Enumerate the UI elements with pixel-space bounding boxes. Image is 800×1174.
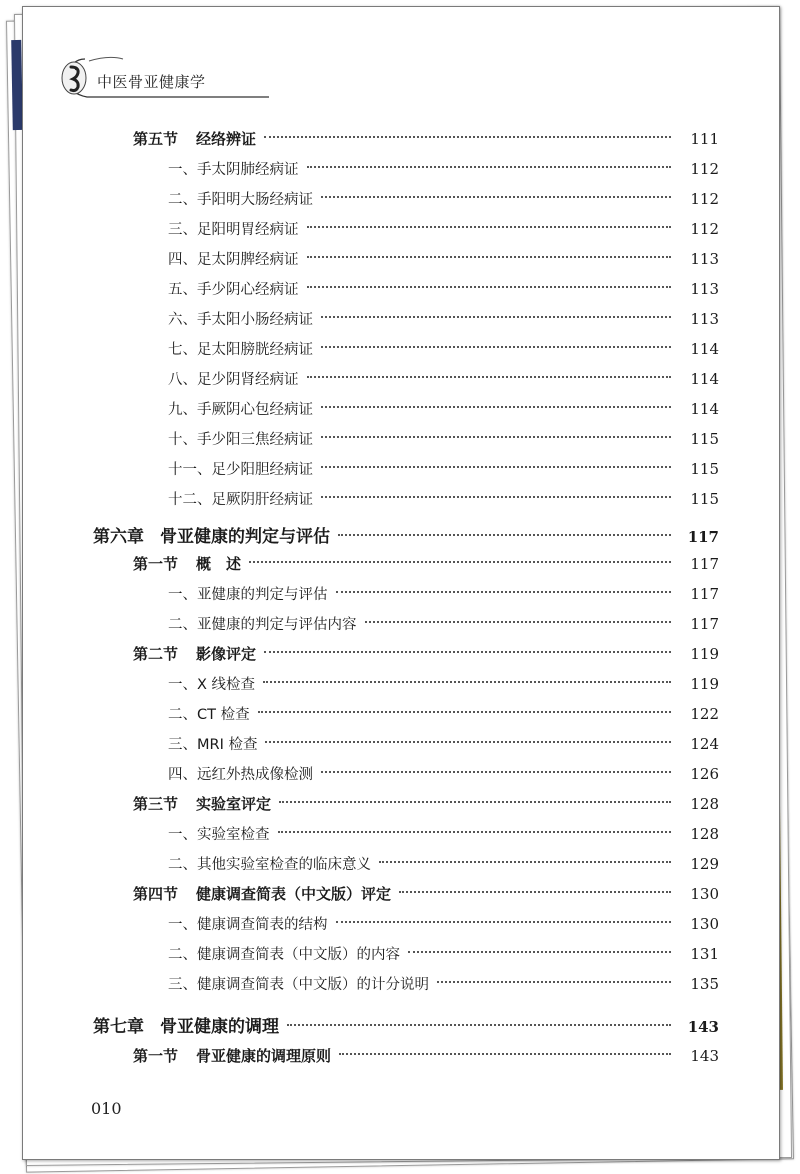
toc-entry-title <box>133 127 256 151</box>
toc-page-number: 114 <box>690 400 719 418</box>
toc-entry-title <box>133 792 271 816</box>
toc-entry-title <box>93 1015 279 1039</box>
dot-leader <box>264 651 671 653</box>
toc-page-number: 112 <box>690 160 719 178</box>
toc-entry-number: 第三节 <box>133 795 179 813</box>
toc-entry-text: 一、手太阴肺经病证 <box>168 162 299 178</box>
page-number: 010 <box>91 1099 122 1118</box>
toc-entry-title <box>168 823 270 847</box>
toc-entry-item[interactable] <box>23 762 719 786</box>
toc-page-number: 114 <box>690 370 719 388</box>
dot-leader <box>321 406 671 408</box>
toc-entry-number: 第一节 <box>133 555 179 573</box>
toc-entry-item[interactable] <box>23 732 719 756</box>
toc-page-number: 135 <box>690 975 719 993</box>
toc-entry-item[interactable] <box>23 972 719 996</box>
dot-leader <box>287 1024 671 1026</box>
toc-page-number: 143 <box>690 1047 719 1065</box>
toc-page-number: 124 <box>690 735 719 753</box>
toc-entry-item[interactable] <box>23 912 719 936</box>
toc-entry-text: 六、手太阳小肠经病证 <box>168 312 313 328</box>
toc-entry-item[interactable] <box>23 427 719 451</box>
toc-page-number: 112 <box>690 220 719 238</box>
toc-entry-title <box>168 188 313 212</box>
toc-entry-section[interactable] <box>23 1044 719 1068</box>
toc-entry-text: 八、足少阴肾经病证 <box>168 372 299 388</box>
toc-entry-number: 第七章 <box>93 1017 144 1037</box>
toc-entry-chapter[interactable] <box>23 525 719 549</box>
toc-entry-title <box>168 338 313 362</box>
toc-entry-item[interactable] <box>23 247 719 271</box>
dot-leader <box>321 316 671 318</box>
toc-entry-number: 第二节 <box>133 645 179 663</box>
toc-entry-item[interactable] <box>23 822 719 846</box>
toc-entry-section[interactable] <box>23 882 719 906</box>
toc-page-number: 113 <box>690 280 719 298</box>
toc-page-number: 128 <box>690 795 719 813</box>
toc-entry-title <box>168 583 328 607</box>
toc-entry-text: 二、亚健康的判定与评估内容 <box>168 617 357 633</box>
dot-leader <box>321 346 671 348</box>
toc-entry-text: 十一、足少阳胆经病证 <box>168 462 313 478</box>
toc-entry-text: 健康调查简表（中文版）评定 <box>196 885 392 903</box>
toc-page-number: 113 <box>690 310 719 328</box>
toc-page-number: 129 <box>690 855 719 873</box>
toc-entry-text: 二、健康调查简表（中文版）的内容 <box>168 947 400 963</box>
toc-entry-item[interactable] <box>23 487 719 511</box>
toc-entry-item[interactable] <box>23 307 719 331</box>
toc-page-number: 143 <box>687 1018 719 1036</box>
dot-leader <box>339 1053 671 1055</box>
toc-entry-title <box>168 853 371 877</box>
toc-page-number: 119 <box>690 675 719 693</box>
toc-entry-item[interactable] <box>23 367 719 391</box>
toc-entry-item[interactable] <box>23 187 719 211</box>
toc-entry-item[interactable] <box>23 217 719 241</box>
dot-leader <box>365 621 672 623</box>
toc-entry-text: 三、MRI 检查 <box>168 737 258 753</box>
toc-entry-text: 二、CT 检查 <box>168 707 250 723</box>
toc-entry-text: 一、X 线检查 <box>168 677 256 693</box>
toc-entry-text: 一、亚健康的判定与评估 <box>168 587 328 603</box>
toc-entry-title <box>93 525 330 549</box>
toc-entry-title <box>168 368 299 392</box>
toc-entry-title <box>168 398 313 422</box>
toc-entry-number: 第一节 <box>133 1047 179 1065</box>
dot-leader <box>265 741 671 743</box>
toc-entry-title <box>168 248 299 272</box>
toc-page-number: 119 <box>690 645 719 663</box>
toc-entry-text: 骨亚健康的调理原则 <box>196 1047 332 1065</box>
table-of-contents <box>23 7 779 1159</box>
toc-entry-title <box>168 278 299 302</box>
dot-leader <box>263 681 671 683</box>
toc-entry-text: 三、健康调查简表（中文版）的计分说明 <box>168 977 429 993</box>
toc-entry-title <box>168 943 400 967</box>
dot-leader <box>338 534 671 536</box>
toc-entry-item[interactable] <box>23 942 719 966</box>
toc-entry-text: 四、足太阴脾经病证 <box>168 252 299 268</box>
toc-entry-item[interactable] <box>23 702 719 726</box>
toc-entry-title <box>168 158 299 182</box>
dot-leader <box>321 771 671 773</box>
toc-page-number: 115 <box>690 490 719 508</box>
toc-entry-title <box>168 913 328 937</box>
toc-page-number: 111 <box>690 130 719 148</box>
toc-entry-text: 五、手少阴心经病证 <box>168 282 299 298</box>
toc-entry-text: 影像评定 <box>196 645 257 663</box>
toc-entry-text: 实验室评定 <box>196 795 272 813</box>
dot-leader <box>307 376 672 378</box>
dot-leader <box>258 711 671 713</box>
toc-entry-item[interactable] <box>23 612 719 636</box>
toc-entry-text: 一、实验室检查 <box>168 827 270 843</box>
dot-leader <box>336 921 672 923</box>
toc-page-number: 117 <box>687 528 719 546</box>
toc-entry-text: 四、远红外热成像检测 <box>168 767 313 783</box>
book-page <box>22 6 780 1160</box>
dot-leader <box>321 436 671 438</box>
toc-entry-text: 概 述 <box>196 555 242 573</box>
dot-leader <box>307 166 672 168</box>
toc-entry-text: 三、足阳明胃经病证 <box>168 222 299 238</box>
dot-leader <box>278 831 672 833</box>
toc-entry-text: 一、健康调查简表的结构 <box>168 917 328 933</box>
toc-entry-title <box>168 733 257 757</box>
toc-entry-title <box>168 673 255 697</box>
toc-entry-item[interactable] <box>23 457 719 481</box>
toc-entry-text: 十、手少阳三焦经病证 <box>168 432 313 448</box>
toc-entry-title <box>168 488 313 512</box>
dot-leader <box>264 136 671 138</box>
dot-leader <box>321 196 671 198</box>
toc-page-number: 114 <box>690 340 719 358</box>
toc-page-number: 130 <box>690 915 719 933</box>
toc-entry-section[interactable] <box>23 792 719 816</box>
toc-entry-item[interactable] <box>23 337 719 361</box>
dot-leader <box>307 286 672 288</box>
toc-entry-number: 第四节 <box>133 885 179 903</box>
toc-entry-item[interactable] <box>23 852 719 876</box>
toc-page-number: 113 <box>690 250 719 268</box>
toc-page-number: 122 <box>690 705 719 723</box>
toc-entry-title <box>168 613 357 637</box>
toc-entry-item[interactable] <box>23 157 719 181</box>
toc-entry-number: 第六章 <box>93 527 144 547</box>
toc-entry-item[interactable] <box>23 672 719 696</box>
toc-entry-text: 二、其他实验室检查的临床意义 <box>168 857 371 873</box>
toc-page-number: 130 <box>690 885 719 903</box>
toc-entry-item[interactable] <box>23 582 719 606</box>
dot-leader <box>249 561 671 563</box>
toc-entry-title <box>133 882 391 906</box>
toc-entry-text: 九、手厥阴心包经病证 <box>168 402 313 418</box>
toc-entry-item[interactable] <box>23 397 719 421</box>
toc-entry-chapter[interactable] <box>23 1015 719 1039</box>
toc-page-number: 131 <box>690 945 719 963</box>
toc-page-number: 117 <box>690 555 719 573</box>
book-title: 中医骨亚健康学 <box>97 73 206 91</box>
dot-leader <box>321 466 671 468</box>
toc-entry-text: 二、手阳明大肠经病证 <box>168 192 313 208</box>
dot-leader <box>336 591 672 593</box>
toc-page-number: 128 <box>690 825 719 843</box>
toc-entry-text: 骨亚健康的判定与评估 <box>160 527 330 547</box>
toc-page-number: 117 <box>690 615 719 633</box>
toc-entry-title <box>133 552 241 576</box>
dot-leader <box>408 951 671 953</box>
toc-entry-text: 十二、足厥阴肝经病证 <box>168 492 313 508</box>
toc-entry-text: 经络辨证 <box>196 130 257 148</box>
toc-page-number: 126 <box>690 765 719 783</box>
toc-entry-title <box>168 218 299 242</box>
toc-page-number: 115 <box>690 460 719 478</box>
toc-entry-item[interactable] <box>23 277 719 301</box>
toc-entry-number: 第五节 <box>133 130 179 148</box>
toc-entry-title <box>168 428 313 452</box>
toc-entry-text: 骨亚健康的调理 <box>160 1017 279 1037</box>
toc-entry-text: 七、足太阳膀胱经病证 <box>168 342 313 358</box>
toc-entry-section[interactable] <box>23 127 719 151</box>
dot-leader <box>279 801 671 803</box>
dot-leader <box>307 226 672 228</box>
toc-entry-title <box>168 973 429 997</box>
toc-entry-title <box>168 308 313 332</box>
toc-entry-title <box>168 703 250 727</box>
dot-leader <box>437 981 671 983</box>
toc-entry-title <box>168 763 313 787</box>
toc-page-number: 117 <box>690 585 719 603</box>
toc-entry-section[interactable] <box>23 642 719 666</box>
dot-leader <box>379 861 671 863</box>
toc-entry-section[interactable] <box>23 552 719 576</box>
toc-entry-title <box>133 1044 331 1068</box>
dot-leader <box>307 256 672 258</box>
dot-leader <box>399 891 671 893</box>
toc-page-number: 115 <box>690 430 719 448</box>
toc-entry-title <box>133 642 256 666</box>
toc-entry-title <box>168 458 313 482</box>
toc-page-number: 112 <box>690 190 719 208</box>
dot-leader <box>321 496 671 498</box>
